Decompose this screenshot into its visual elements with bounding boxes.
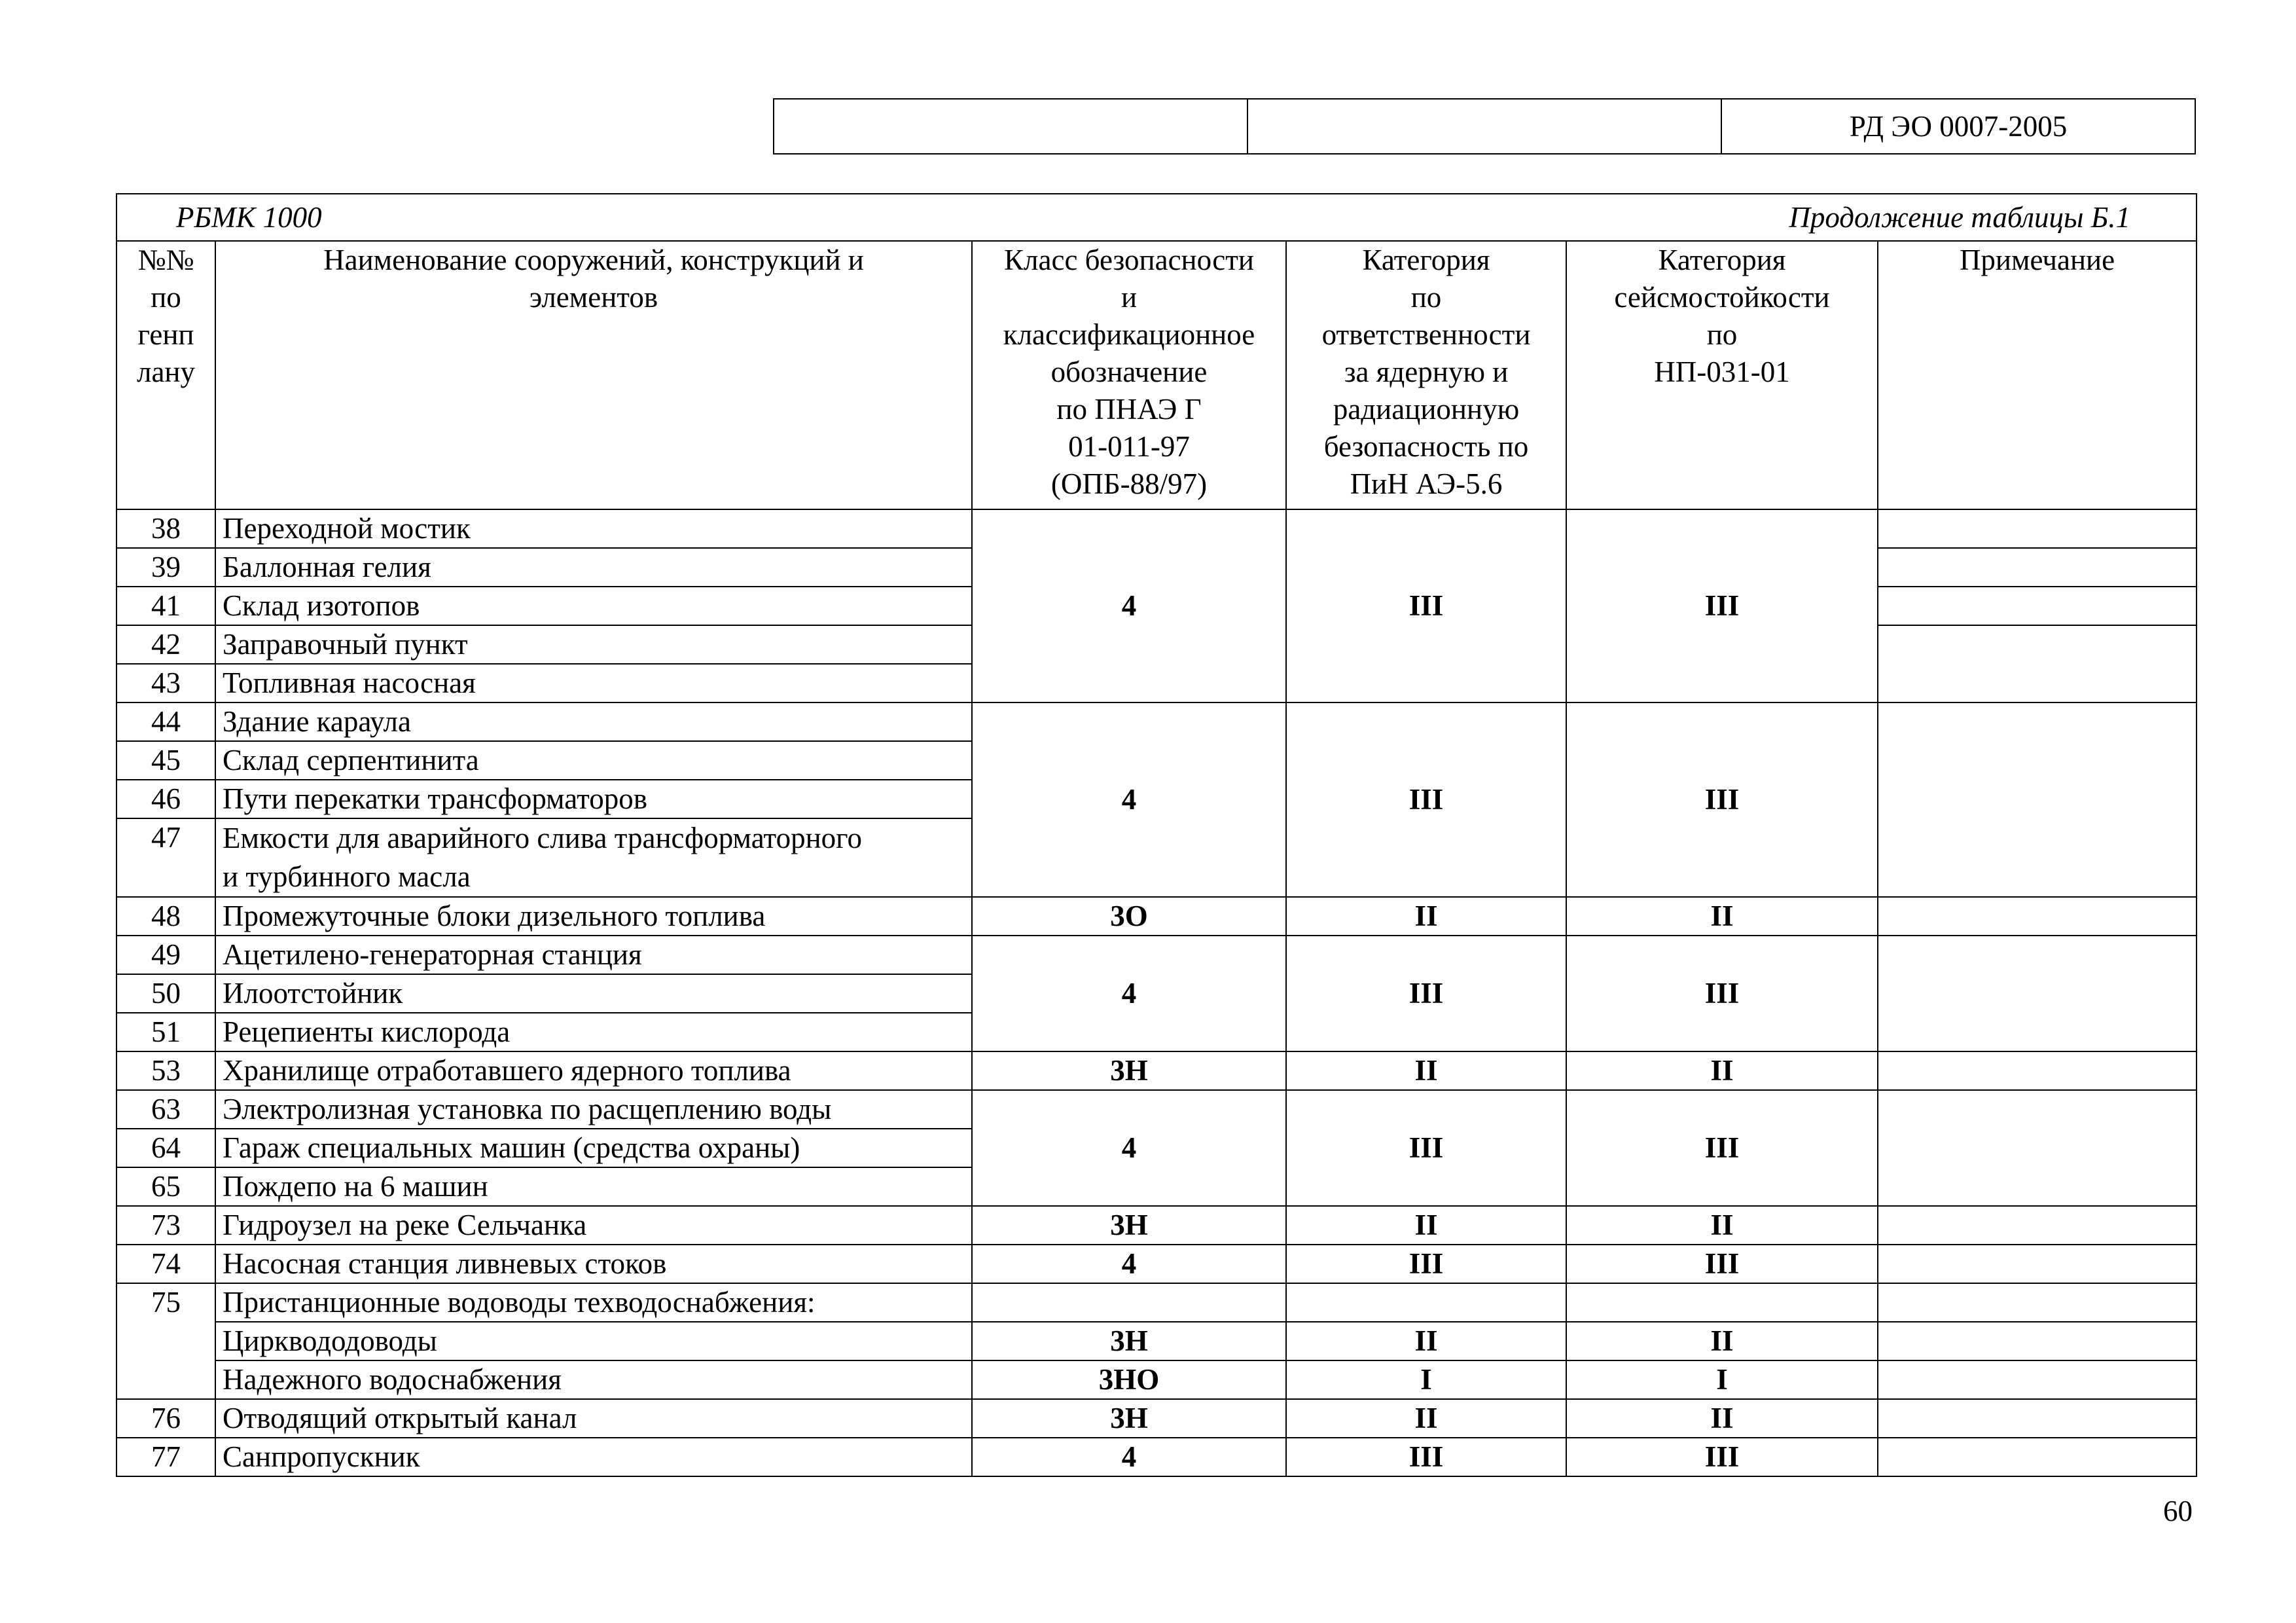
table-row <box>117 1322 2197 1360</box>
safety-class-cell: 4 <box>972 509 1286 702</box>
safety-class-cell: 3Н <box>972 1206 1286 1245</box>
header-cell-1 <box>774 99 1247 154</box>
classification-table <box>116 193 2197 1477</box>
note-cell <box>1878 1090 2197 1206</box>
row-name: Здание караула <box>215 702 972 741</box>
row-number: 77 <box>117 1438 215 1476</box>
row-name: Промежуточные блоки дизельного топлива <box>215 897 972 936</box>
row-name: Пождепо на 6 машин <box>215 1167 972 1206</box>
row-number: 49 <box>117 936 215 974</box>
note-cell <box>1878 1051 2197 1090</box>
responsibility-cell: II <box>1286 1322 1566 1360</box>
seismic-cell: II <box>1566 1206 1878 1245</box>
row-number: 38 <box>117 509 215 548</box>
note-cell <box>1878 1245 2197 1283</box>
reactor-type-caption: РБМК 1000 <box>176 200 322 234</box>
safety-class-cell: 3Н <box>972 1322 1286 1360</box>
seismic-cell: III <box>1566 1245 1878 1283</box>
row-name: Электролизная установка по расщеплению воды <box>215 1090 972 1129</box>
responsibility-cell: I <box>1286 1360 1566 1399</box>
responsibility-cell: III <box>1286 1245 1566 1283</box>
col-header-safety-class: Класс безопасности и классификационное обозначение по ПНАЭ Г 01-011-97 (ОПБ-88/97) <box>972 241 1286 509</box>
row-name: Переходной мостик <box>215 509 972 548</box>
note-cell <box>1878 936 2197 1051</box>
seismic-cell: III <box>1566 702 1878 897</box>
row-name: Заправочный пункт <box>215 625 972 664</box>
safety-class-cell: 4 <box>972 1438 1286 1476</box>
responsibility-cell: II <box>1286 897 1566 936</box>
seismic-cell: II <box>1566 1322 1878 1360</box>
safety-class-cell: 4 <box>972 1090 1286 1206</box>
note-cell <box>1878 548 2197 587</box>
row-name: Рецепиенты кислорода <box>215 1013 972 1051</box>
row-number: 47 <box>117 818 215 897</box>
table-row <box>117 509 2197 548</box>
note-cell <box>1878 1283 2197 1322</box>
row-number: 42 <box>117 625 215 664</box>
table-row <box>117 702 2197 741</box>
note-cell <box>1878 1322 2197 1360</box>
row-name: Хранилище отработавшего ядерного топлива <box>215 1051 972 1090</box>
row-name: Емкости для аварийного слива трансформаторного и турбинного масла <box>215 818 972 897</box>
row-number: 76 <box>117 1399 215 1438</box>
row-number: 45 <box>117 741 215 780</box>
note-cell <box>1878 1399 2197 1438</box>
seismic-cell: I <box>1566 1360 1878 1399</box>
row-name: Топливная насосная <box>215 664 972 702</box>
col-header-seismic: Категория сейсмостойкости по НП-031-01 <box>1566 241 1878 509</box>
row-number: 51 <box>117 1013 215 1051</box>
row-number: 43 <box>117 664 215 702</box>
seismic-cell <box>1566 1283 1878 1322</box>
table-row <box>117 1360 2197 1399</box>
seismic-cell: II <box>1566 897 1878 936</box>
table-continuation-caption: Продолжение таблицы Б.1 <box>1789 200 2131 234</box>
document-code: РД ЭО 0007-2005 <box>1721 99 2195 154</box>
safety-class-cell: 4 <box>972 702 1286 897</box>
safety-class-cell: 3Н <box>972 1399 1286 1438</box>
row-number: 73 <box>117 1206 215 1245</box>
row-number: 48 <box>117 897 215 936</box>
col-header-responsibility: Категория по ответственности за ядерную и радиационную безопасность по ПиН АЭ-5.6 <box>1286 241 1566 509</box>
responsibility-cell: III <box>1286 1438 1566 1476</box>
row-name: Ацетилено-генераторная станция <box>215 936 972 974</box>
note-cell <box>1878 702 2197 897</box>
table-row <box>117 897 2197 936</box>
col-header-note: Примечание <box>1878 241 2197 509</box>
note-cell <box>1878 587 2197 625</box>
seismic-cell: III <box>1566 1438 1878 1476</box>
responsibility-cell: III <box>1286 509 1566 702</box>
table-row <box>117 1206 2197 1245</box>
row-name: Склад серпентинита <box>215 741 972 780</box>
row-number: 64 <box>117 1129 215 1167</box>
safety-class-cell: 3НО <box>972 1360 1286 1399</box>
responsibility-cell: III <box>1286 1090 1566 1206</box>
row-number: 44 <box>117 702 215 741</box>
seismic-cell: II <box>1566 1051 1878 1090</box>
note-cell <box>1878 625 2197 702</box>
row-number: 75 <box>117 1283 215 1399</box>
row-number: 41 <box>117 587 215 625</box>
row-name: Надежного водоснабжения <box>215 1360 972 1399</box>
row-name: Санпропускник <box>215 1438 972 1476</box>
row-name: Баллонная гелия <box>215 548 972 587</box>
table-caption-row <box>117 194 2197 241</box>
table-row <box>117 1090 2197 1129</box>
note-cell <box>1878 509 2197 548</box>
table-row <box>117 1399 2197 1438</box>
row-number: 46 <box>117 780 215 818</box>
safety-class-cell: 3Н <box>972 1051 1286 1090</box>
responsibility-cell: III <box>1286 702 1566 897</box>
row-number: 63 <box>117 1090 215 1129</box>
responsibility-cell: II <box>1286 1206 1566 1245</box>
safety-class-cell: 3О <box>972 897 1286 936</box>
row-name: Пристанционные водоводы техводоснабжения: <box>215 1283 972 1322</box>
seismic-cell: III <box>1566 1090 1878 1206</box>
responsibility-cell: II <box>1286 1051 1566 1090</box>
note-cell <box>1878 897 2197 936</box>
row-number: 65 <box>117 1167 215 1206</box>
page-number: 60 <box>2163 1495 2193 1527</box>
row-name: Насосная станция ливневых стоков <box>215 1245 972 1283</box>
document-header-table <box>773 98 2196 155</box>
row-name: Цирквододоводы <box>215 1322 972 1360</box>
column-header-row <box>117 241 2197 509</box>
row-name: Гидроузел на реке Сельчанка <box>215 1206 972 1245</box>
header-cell-2 <box>1247 99 1721 154</box>
table-row <box>117 1051 2197 1090</box>
table-row <box>117 936 2197 974</box>
table-row <box>117 1245 2197 1283</box>
col-header-name: Наименование сооружений, конструкций и элементов <box>215 241 972 509</box>
table-row <box>117 1438 2197 1476</box>
note-cell <box>1878 1438 2197 1476</box>
row-number: 74 <box>117 1245 215 1283</box>
note-cell <box>1878 1360 2197 1399</box>
row-name: Отводящий открытый канал <box>215 1399 972 1438</box>
table-row <box>117 1283 2197 1322</box>
row-name: Склад изотопов <box>215 587 972 625</box>
row-number: 39 <box>117 548 215 587</box>
col-header-number: №№ по генп лану <box>117 241 215 509</box>
row-name: Пути перекатки трансформаторов <box>215 780 972 818</box>
safety-class-cell: 4 <box>972 936 1286 1051</box>
row-number: 53 <box>117 1051 215 1090</box>
safety-class-cell: 4 <box>972 1245 1286 1283</box>
responsibility-cell: III <box>1286 936 1566 1051</box>
row-name: Гараж специальных машин (средства охраны) <box>215 1129 972 1167</box>
note-cell <box>1878 1206 2197 1245</box>
responsibility-cell <box>1286 1283 1566 1322</box>
seismic-cell: II <box>1566 1399 1878 1438</box>
safety-class-cell <box>972 1283 1286 1322</box>
responsibility-cell: II <box>1286 1399 1566 1438</box>
seismic-cell: III <box>1566 509 1878 702</box>
row-name: Илоотстойник <box>215 974 972 1013</box>
row-number: 50 <box>117 974 215 1013</box>
seismic-cell: III <box>1566 936 1878 1051</box>
